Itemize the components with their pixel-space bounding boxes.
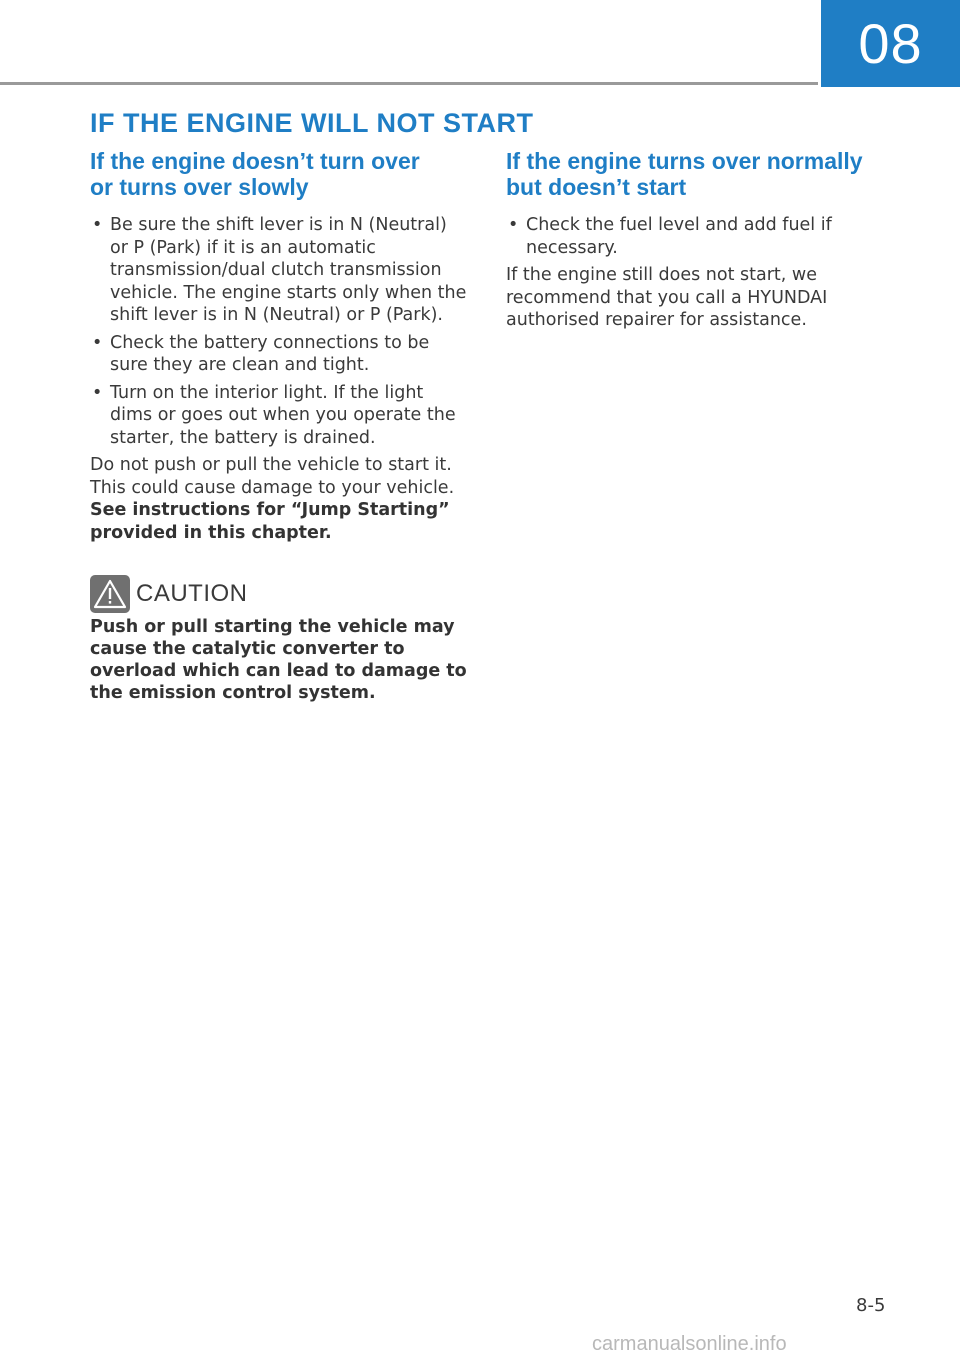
list-item-text: Check the fuel level and add fuel if necessary. xyxy=(526,215,832,258)
list-item xyxy=(90,214,468,327)
left-heading xyxy=(90,148,468,200)
right-heading-line1: If the engine turns over normally xyxy=(506,148,863,174)
section-title: IF THE ENGINE WILL NOT START xyxy=(90,108,534,138)
left-heading-line1: If the engine doesn’t turn over xyxy=(90,148,420,174)
left-paragraph xyxy=(90,454,468,544)
left-bullet-list xyxy=(90,214,468,449)
caution-title: CAUTION xyxy=(136,580,248,607)
list-item-text: Turn on the interior light. If the light dims or goes out when you operate the starter, the battery is drained. xyxy=(110,382,456,448)
header-rule xyxy=(0,82,818,85)
bullet-icon: • xyxy=(92,382,103,403)
left-column xyxy=(90,148,468,704)
jump-starting-reference: See instructions for “Jump Starting” provided in this chapter. xyxy=(90,500,450,543)
list-item xyxy=(506,214,884,259)
chapter-tab: 08 xyxy=(821,0,960,87)
right-paragraph: If the engine still does not start, we recommend that you call a HYUNDAI authorised repairer for assistance. xyxy=(506,265,828,330)
page-number: 8-5 xyxy=(856,1295,886,1316)
right-column xyxy=(506,148,884,332)
right-bullet-list xyxy=(506,214,884,259)
watermark: carmanualsonline.info xyxy=(592,1333,787,1355)
left-heading-line2: or turns over slowly xyxy=(90,174,309,200)
bullet-icon: • xyxy=(508,215,519,235)
warning-triangle-icon xyxy=(90,575,130,613)
list-item xyxy=(90,332,468,377)
right-heading xyxy=(506,148,896,200)
bullet-icon: • xyxy=(92,332,103,353)
list-item xyxy=(90,382,468,450)
bullet-icon: • xyxy=(92,215,103,235)
list-item-text: Check the battery connections to be sure they are clean and tight. xyxy=(110,332,430,375)
list-item-text: Be sure the shift lever is in N (Neutral) or P (Park) if it is an automatic transmission/dual clutch transmission vehicle. The engine starts only when the shift lever is in N (Neutral) or P (Park). xyxy=(110,215,467,325)
right-heading-line2: but doesn’t start xyxy=(506,174,687,200)
caution-box xyxy=(90,574,468,704)
caution-text: Push or pull starting the vehicle may cause the catalytic converter to overload which can lead to damage to the emission control system. xyxy=(90,617,467,703)
caution-header xyxy=(90,574,468,614)
left-paragraph-text: Do not push or pull the vehicle to start it. This could cause damage to your vehicle. xyxy=(90,455,455,498)
